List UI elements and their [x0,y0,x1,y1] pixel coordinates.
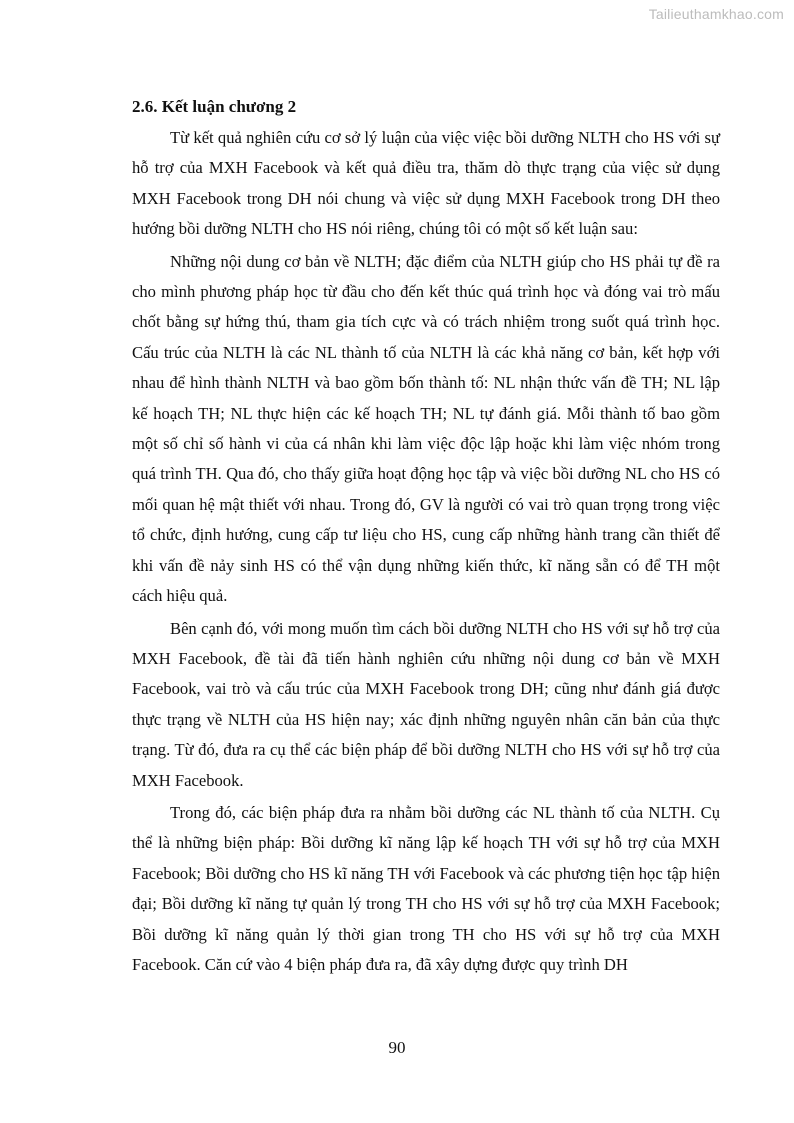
paragraph-intro: Từ kết quả nghiên cứu cơ sở lý luận của việc việc bồi dưỡng NLTH cho HS với sự hỗ trợ của MXH Facebook và kết quả điều tra, thăm dò thực trạng của việc sử dụng MXH Facebook trong DH nói chung và việc sử dụng MXH Facebook trong DH theo hướng bồi dưỡng NLTH cho HS nói riêng, chúng tôi có một số kết luận sau: [132,128,720,239]
paragraph-research-scope: Bên cạnh đó, với mong muốn tìm cách bồi dưỡng NLTH cho HS với sự hỗ trợ của MXH Facebook, đề tài đã tiến hành nghiên cứu những nội dung cơ bản về MXH Facebook, vai trò và cấu trúc của MXH Facebook trong DH; cũng như đánh giá được thực trạng về NLTH của HS hiện nay; xác định những nguyên nhân căn bản của thực trạng. Từ đó, đưa ra cụ thể các biện pháp để bồi dưỡng NLTH cho HS với sự hỗ trợ của MXH Facebook. [132,618,720,790]
paragraph-nlth-content: Những nội dung cơ bản về NLTH; đặc điểm của NLTH giúp cho HS phải tự đề ra cho mình phương pháp học từ đầu cho đến kết thúc quá trình học và đóng vai trò mấu chốt bằng sự hứng thú, tham gia tích cực và có trách nhiệm trong suốt quá trình học. Cấu trúc của NLTH là các NL thành tố của NLTH là các khả năng cơ bản, kết hợp với nhau để hình thành NLTH và bao gồm bốn thành tố: NL nhận thức vấn đề TH; NL lập kế hoạch TH; NL thực hiện các kế hoạch TH; NL tự đánh giá. Mỗi thành tố bao gồm một số chỉ số hành vi của cá nhân khi làm việc độc lập hoặc khi làm việc nhóm trong quá trình TH. Qua đó, cho thấy giữa hoạt động học tập và việc bồi dưỡng NL cho HS có mối quan hệ mật thiết với nhau. Trong đó, GV là người có vai trò quan trọng trong việc tổ chức, định hướng, cung cấp tư liệu cho HS, cung cấp những hành trang cần thiết để khi vấn đề nảy sinh HS có thể vận dụng những kiến thức, kĩ năng sẵn có để TH một cách hiệu quả. [132,251,720,606]
page-body [132,92,720,982]
page-number: 90 [388,1038,406,1057]
paragraph-measures: Trong đó, các biện pháp đưa ra nhằm bồi dưỡng các NL thành tố của NLTH. Cụ thể là những biện pháp: Bồi dưỡng kĩ năng lập kế hoạch TH với sự hỗ trợ của MXH Facebook; Bồi dưỡng cho HS kĩ năng TH với Facebook và các phương tiện học tập hiện đại; Bồi dưỡng kĩ năng tự quản lý trong TH cho HS với sự hỗ trợ của MXH Facebook; Bồi dưỡng kĩ năng quản lý thời gian trong TH cho HS với sự hỗ trợ của MXH Facebook. Căn cứ vào 4 biện pháp đưa ra, đã xây dựng được quy trình DH [132,802,720,974]
section-heading: 2.6. Kết luận chương 2 [132,97,297,116]
watermark-text: Tailieuthamkhao.com [648,6,784,22]
